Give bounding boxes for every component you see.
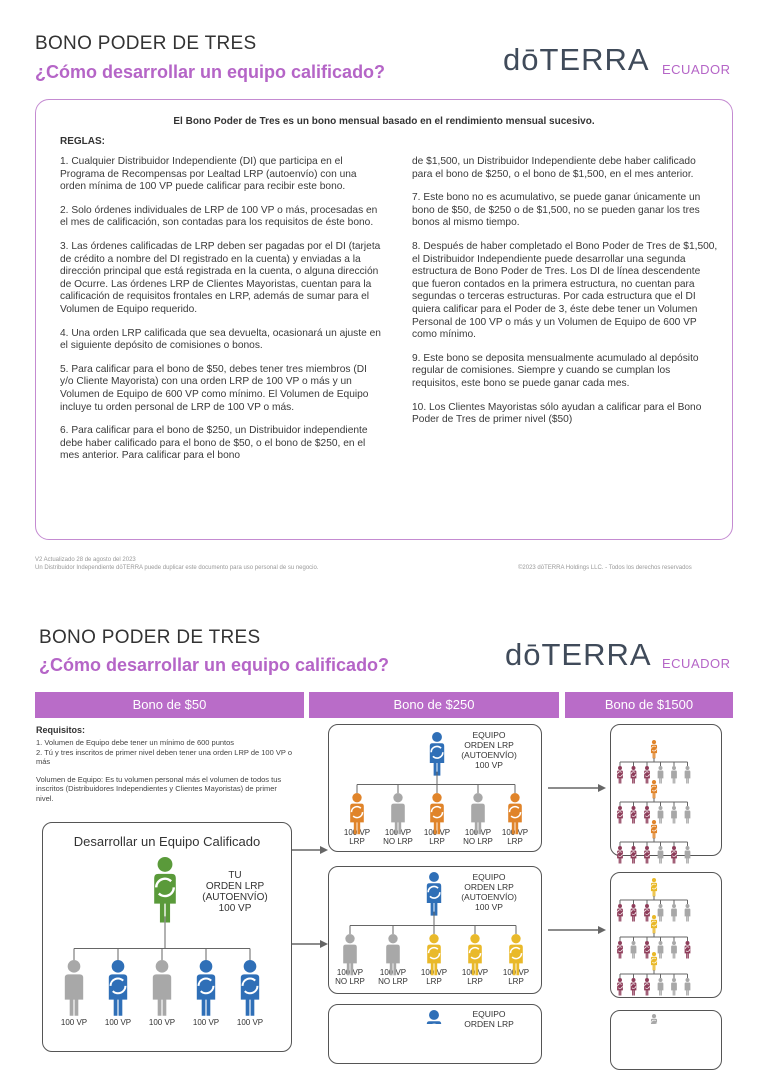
team-member-person-icon bbox=[350, 793, 364, 834]
rule-10: 10. Los Clientes Mayoristas sólo ayudan a calificar para el Bono Poder de Tres de primer nivel ($50) bbox=[412, 401, 702, 426]
mini-member-person-icon bbox=[671, 846, 677, 863]
page1-subtitle: ¿Cómo desarrollar un equipo calificado? bbox=[35, 62, 386, 82]
mini-member-person-icon bbox=[671, 766, 677, 783]
vp-label: 100 VP bbox=[461, 968, 489, 977]
requirement-team-volume: Volumen de Equipo: Es tu volumen personal más el volumen de todos tus inscritos (Distribuidores Independientes y Clientes Mayoristas) de primer nivel. bbox=[36, 774, 282, 803]
team-member-person-icon bbox=[241, 960, 259, 1016]
page2-country: ECUADOR bbox=[662, 656, 731, 671]
mini-member-person-icon bbox=[617, 806, 623, 823]
mini-member-person-icon bbox=[685, 941, 691, 958]
vp-label: 100 VP bbox=[104, 1018, 132, 1027]
rules-intro: El Bono Poder de Tres es un bono mensual basado en el rendimiento mensual sucesivo. bbox=[173, 116, 595, 127]
mini-member-person-icon bbox=[671, 978, 677, 995]
mini-member-person-icon bbox=[631, 978, 637, 995]
rule-7: 7. Este bono no es acumulativo, se puede ganar únicamente un bono de $50, de $250 o de $1,500, no se pueden ganar los tres bonos al mismo tiempo. bbox=[412, 192, 701, 229]
team-member-person-icon bbox=[386, 934, 400, 975]
mini-member-person-icon bbox=[644, 978, 650, 995]
lrp-status-label: LRP bbox=[349, 837, 365, 846]
equipo-line: (AUTOENVÍO) bbox=[461, 750, 517, 760]
mini-member-person-icon bbox=[617, 978, 623, 995]
team-member-person-icon bbox=[471, 793, 485, 834]
vp-label: 100 VP bbox=[501, 828, 529, 837]
mini-member-person-icon bbox=[617, 766, 623, 783]
rule-5: 5. Para calificar para el bono de $50, debes tener tres miembros (DI y/o Cliente Mayorista) con una orden LRP de 100 VP o más y un Volumen de Equipo de 600 VP como mínimo. El Volumen de Equipo incluye tu orden personal de LRP de 100 VP o más. bbox=[60, 363, 369, 413]
mini-member-person-icon bbox=[685, 766, 691, 783]
vp-label: 100 VP bbox=[423, 828, 451, 837]
lrp-status-label: LRP bbox=[467, 977, 483, 986]
mini-member-person-icon bbox=[631, 941, 637, 958]
rule-2: 2. Solo órdenes individuales de LRP de 100 VP o más, procesadas en el mes de calificación, son contadas para los requisitos de éste bono. bbox=[60, 204, 378, 229]
mini-member-person-icon bbox=[685, 904, 691, 921]
lrp-status-label: LRP bbox=[429, 837, 445, 846]
rules-heading: REGLAS: bbox=[60, 136, 105, 147]
bar-bono-50: Bono de $50 bbox=[35, 692, 304, 718]
arrow-head-icon bbox=[320, 940, 328, 948]
mini-member-person-icon bbox=[658, 806, 664, 823]
page1-logo: dōTERRA bbox=[503, 42, 650, 77]
footer-copyright: ©2023 dōTERRA Holdings LLC. - Todos los derechos reservados bbox=[518, 565, 692, 571]
team-title: Desarrollar un Equipo Calificado bbox=[73, 834, 261, 849]
mini-member-person-icon bbox=[631, 806, 637, 823]
mini-member-person-icon bbox=[671, 806, 677, 823]
leader-person-icon bbox=[430, 732, 444, 776]
mini-member-person-icon bbox=[644, 806, 650, 823]
page1-title: BONO PODER DE TRES bbox=[35, 33, 257, 54]
mini-member-person-icon bbox=[658, 941, 664, 958]
mini-member-person-icon bbox=[617, 904, 623, 921]
mini-member-person-icon bbox=[685, 978, 691, 995]
rule-6-cont: de $1,500, un Distribuidor Independiente debe haber calificado para el bono de $250, o el bono de $1,500, en el mes anterior. bbox=[412, 156, 696, 180]
mini-member-person-icon bbox=[617, 846, 623, 863]
team-member-person-icon bbox=[197, 960, 215, 1016]
equipo-line: 100 VP bbox=[475, 902, 503, 912]
lrp-status-label: LRP bbox=[426, 977, 442, 986]
mini-member-person-icon bbox=[644, 766, 650, 783]
vp-label: 100 VP bbox=[148, 1018, 176, 1027]
mini-member-person-icon bbox=[671, 941, 677, 958]
you-label-line: 100 VP bbox=[218, 903, 252, 914]
leader-person-icon bbox=[427, 872, 441, 916]
arrow-head-icon bbox=[320, 846, 328, 854]
mini-member-person-icon bbox=[631, 766, 637, 783]
mini-leader-person-icon bbox=[651, 1014, 657, 1024]
mini-member-person-icon bbox=[631, 846, 637, 863]
mini-member-person-icon bbox=[685, 806, 691, 823]
team-member-person-icon bbox=[343, 934, 357, 975]
mini-member-person-icon bbox=[658, 978, 664, 995]
vp-label: 100 VP bbox=[384, 828, 412, 837]
team-member-person-icon bbox=[391, 793, 405, 834]
equipo-line: EQUIPO bbox=[472, 730, 506, 740]
vp-label: 100 VP bbox=[236, 1018, 264, 1027]
page2-logo: dōTERRA bbox=[505, 637, 652, 672]
rule-9: 9. Este bono se deposita mensualmente acumulado al depósito regular de comisiones. Siempre y cuando se cumplan los requisitos, este bono se puede ganar cada mes. bbox=[412, 352, 699, 389]
lrp-status-label: NO LRP bbox=[383, 837, 413, 846]
equipo-line: (AUTOENVÍO) bbox=[461, 892, 517, 902]
vp-label: 100 VP bbox=[379, 968, 407, 977]
mini-member-person-icon bbox=[631, 904, 637, 921]
lrp-status-label: LRP bbox=[508, 977, 524, 986]
leader-person-icon bbox=[154, 857, 176, 922]
team-member-person-icon bbox=[65, 960, 83, 1016]
vp-label: 100 VP bbox=[464, 828, 492, 837]
rule-4: 4. Una orden LRP calificada que sea devuelta, ocasionará un ajuste en el siguiente depósito de comisiones o bonos. bbox=[60, 327, 381, 352]
lrp-status-label: LRP bbox=[507, 837, 523, 846]
footer-note: Un Distribuidor Independiente dōTERRA puede duplicar este documento para uso personal de su negocio. bbox=[35, 565, 319, 571]
lrp-status-label: NO LRP bbox=[335, 977, 365, 986]
requirement-1: 1. Volumen de Equipo debe tener un mínimo de 600 puntos bbox=[36, 738, 235, 747]
arrow-head-icon bbox=[598, 926, 606, 934]
mini-member-person-icon bbox=[617, 941, 623, 958]
you-label-line: TU bbox=[228, 870, 242, 881]
vp-label: 100 VP bbox=[502, 968, 530, 977]
mini-member-person-icon bbox=[658, 766, 664, 783]
team-member-person-icon bbox=[509, 934, 523, 975]
vp-label: 100 VP bbox=[336, 968, 364, 977]
rule-3: 3. Las órdenes calificadas de LRP deben ser pagadas por el DI (tarjeta de crédito a nombre del DI registrado en la cuenta) y enviadas a la dirección principal que está registrada en la cuenta, o alguna dirección de Ocurre. Las órdenes LRP de Clientes Mayoristas, cuentan para la calificación de requisitos frontales en LRP, además de sumar para el Volumen de Equipo requerido. bbox=[60, 240, 381, 315]
requirement-2: 2. Tú y tres inscritos de primer nivel deben tener una orden LRP de 100 VP o más bbox=[36, 747, 292, 766]
lrp-status-label: NO LRP bbox=[463, 837, 493, 846]
mini-member-person-icon bbox=[658, 904, 664, 921]
mini-member-person-icon bbox=[644, 846, 650, 863]
arrow-head-icon bbox=[598, 784, 606, 792]
equipo-line: ORDEN LRP bbox=[464, 882, 514, 892]
mini-leader-person-icon bbox=[651, 915, 657, 933]
team-member-person-icon bbox=[427, 934, 441, 975]
equipo-line: EQUIPO bbox=[472, 872, 506, 882]
mini-member-person-icon bbox=[644, 904, 650, 921]
requirements-title: Requisitos: bbox=[36, 725, 86, 735]
mini-leader-person-icon bbox=[651, 952, 657, 970]
rule-8: 8. Después de haber completado el Bono Poder de Tres de $1,500, el Distribuidor Independiente puede desarrollar una segunda estructura de Bono Poder de Tres. Los DI de línea descendente que fueron contados en la primera estructura, no cuentan para segundas o terceras estructuras. Por cada estructura que el DI quiera calificar para el Poder de 3, éste debe tener un Volumen Personal de 100 VP o más y un Volumen de Equipo de 600 VP como mínimo. bbox=[412, 240, 718, 341]
team-member-person-icon bbox=[109, 960, 127, 1016]
team-member-person-icon bbox=[508, 793, 522, 834]
bar-bono-1500: Bono de $1500 bbox=[565, 692, 733, 718]
team-member-person-icon bbox=[430, 793, 444, 834]
mini-leader-person-icon bbox=[651, 878, 657, 896]
team-member-person-icon bbox=[468, 934, 482, 975]
page1-country: ECUADOR bbox=[662, 62, 731, 77]
equipo-line: ORDEN LRP bbox=[464, 1019, 514, 1029]
equipo-line: ORDEN LRP bbox=[464, 740, 514, 750]
you-label-line: ORDEN LRP bbox=[205, 881, 265, 892]
vp-label: 100 VP bbox=[192, 1018, 220, 1027]
vp-label: 100 VP bbox=[60, 1018, 88, 1027]
equipo-line: EQUIPO bbox=[472, 1009, 506, 1019]
page2-subtitle: ¿Cómo desarrollar un equipo calificado? bbox=[39, 655, 390, 675]
mini-member-person-icon bbox=[685, 846, 691, 863]
mini-member-person-icon bbox=[671, 904, 677, 921]
vp-label: 100 VP bbox=[343, 828, 371, 837]
lrp-status-label: NO LRP bbox=[378, 977, 408, 986]
rule-6: 6. Para calificar para el bono de $250, un Distribuidor independiente debe haber calificado para el bono de $50, o el bono de $250, en el mes anterior. Para calificar para el bono bbox=[60, 425, 368, 462]
you-label-line: (AUTOENVÍO) bbox=[202, 892, 268, 903]
vp-label: 100 VP bbox=[420, 968, 448, 977]
leader-person-icon bbox=[427, 1010, 441, 1024]
page2-title: BONO PODER DE TRES bbox=[39, 627, 261, 648]
equipo-line: 100 VP bbox=[475, 760, 503, 770]
team-member-person-icon bbox=[153, 960, 171, 1016]
mini-member-person-icon bbox=[658, 846, 664, 863]
footer-version: V2 Actualizado 28 de agosto del 2023 bbox=[35, 557, 136, 563]
bar-bono-250: Bono de $250 bbox=[309, 692, 559, 718]
mini-leader-person-icon bbox=[651, 740, 657, 758]
mini-member-person-icon bbox=[644, 941, 650, 958]
mini-leader-person-icon bbox=[651, 780, 657, 798]
rule-1: 1. Cualquier Distribuidor Independiente (DI) que participa en el Programa de Recompensas por Lealtad LRP (autoenvío) con una orden mínima de 100 VP puede calificar para recibir este bono. bbox=[60, 156, 357, 193]
mini-leader-person-icon bbox=[651, 820, 657, 838]
